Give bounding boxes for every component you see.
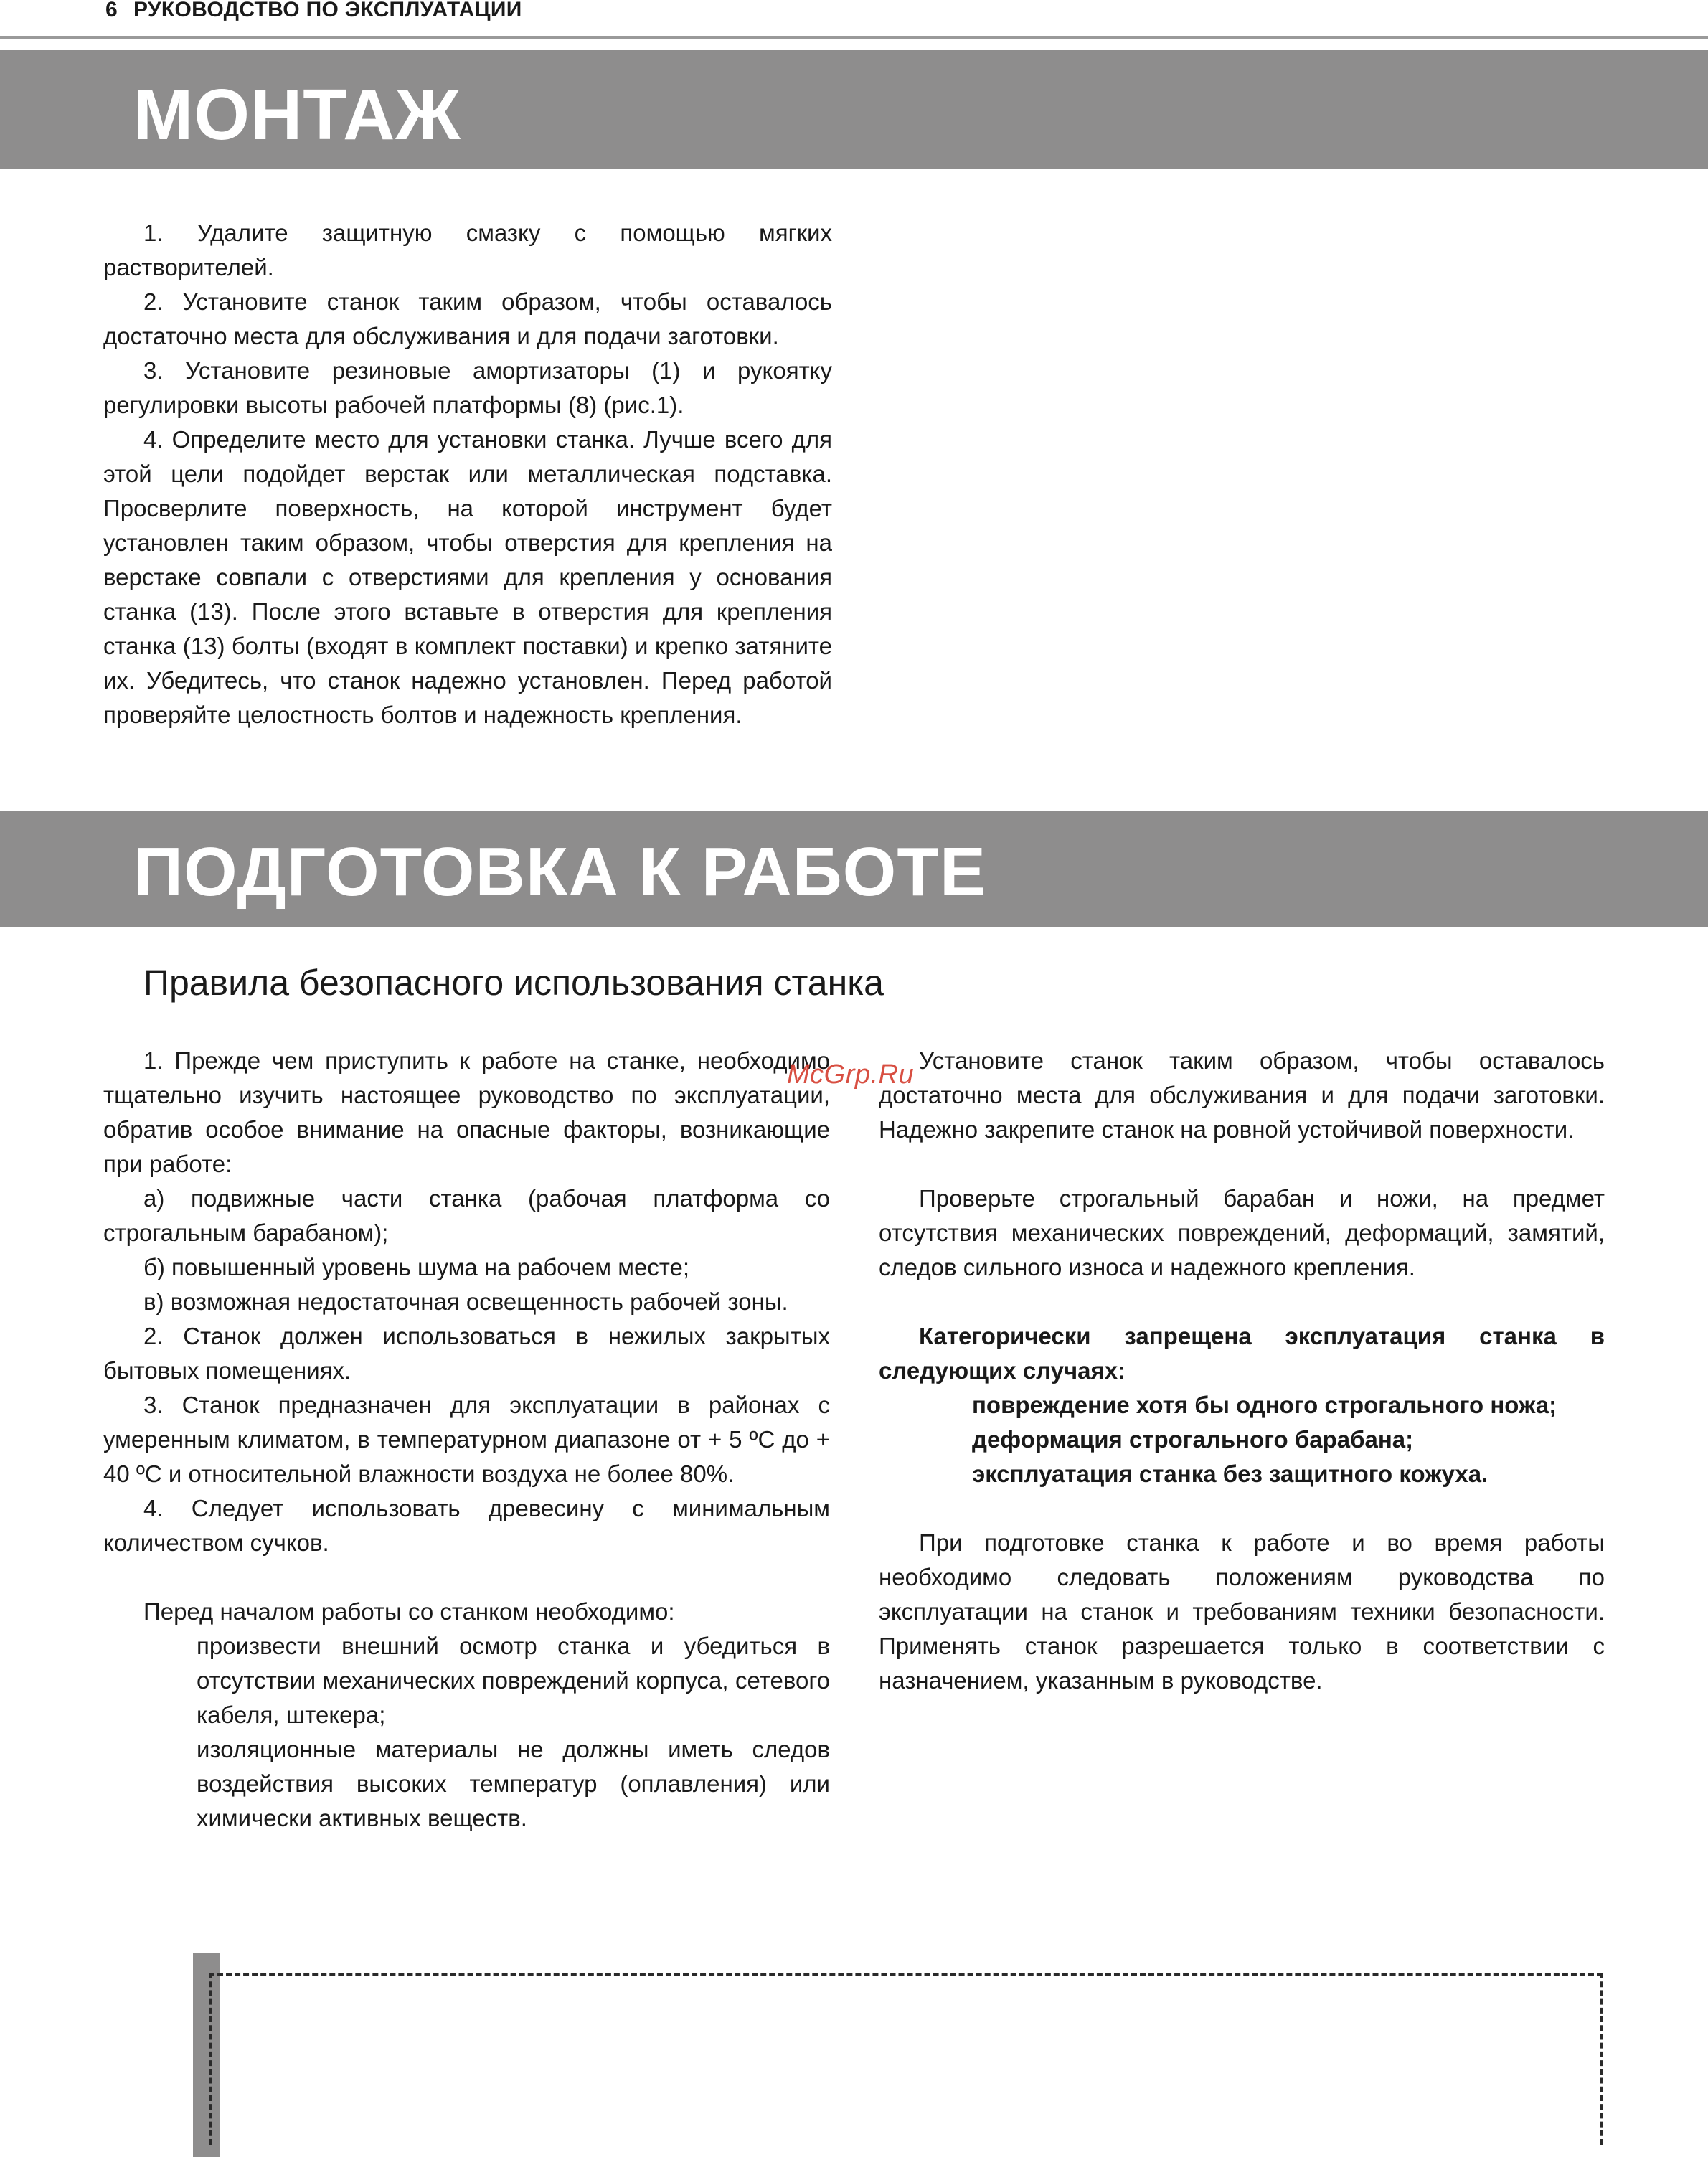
subsection-title: Правила безопасного использования станка	[143, 963, 884, 1003]
montazh-paragraph: 1. Удалите защитную смазку с помощью мягких растворителей.	[103, 220, 832, 280]
before-work-item: произвести внешний осмотр станка и убедиться в отсутствии механических повреждений корпуса, сетевого кабеля, штекера;	[197, 1633, 830, 1728]
rule-paragraph: 4. Следует использовать древесину с минимальным количеством сучков.	[103, 1495, 830, 1556]
prohibited-block	[879, 1319, 1605, 1491]
manual-title: РУКОВОДСТВО ПО ЭКСПЛУАТАЦИИ	[133, 0, 522, 22]
montazh-text	[103, 216, 832, 732]
rule-paragraph: в) возможная недостаточная освещенность рабочей зоны.	[143, 1288, 788, 1315]
rule-paragraph: а) подвижные части станка (рабочая платформа со строгальным барабаном);	[103, 1185, 830, 1246]
watermark: McGrp.Ru	[787, 1059, 915, 1090]
before-work-item: изоляционные материалы не должны иметь следов воздействия высоких температур (оплавления) или химически активных веществ.	[197, 1736, 830, 1831]
page-number: 6	[105, 0, 118, 22]
right-column	[879, 1044, 1605, 1698]
safety-paragraph: При подготовке станка к работе и во время работы необходимо следовать положениям руководства по эксплуатации на станок и требованиям техники безопасности. Применять станок разрешается только в соответствии с назначением, указанным в руководстве.	[879, 1529, 1605, 1694]
prohibited-item: эксплуатация станка без защитного кожуха.	[972, 1460, 1488, 1487]
prohibited-intro: Категорически запрещена эксплуатация станка в следующих случаях:	[879, 1323, 1605, 1384]
rule-paragraph: 3. Станок предназначен для эксплуатации в районах с умеренным климатом, в температурном диапазоне от + 5 ºС до + 40 ºС и относительной влажности воздуха не более 80%.	[103, 1392, 830, 1487]
rule-paragraph: 1. Прежде чем приступить к работе на станке, необходимо тщательно изучить настоящее руководство по эксплуатации, обратив особое внимание на опасные факторы, возникающие при работе:	[103, 1047, 830, 1177]
section-banner-montazh	[0, 50, 1708, 169]
montazh-paragraph: 2. Установите станок таким образом, чтобы оставалось достаточно места для обслуживания и для подачи заготовки.	[103, 288, 832, 349]
notice-dashed-box	[209, 1973, 1603, 2145]
rule-paragraph: 2. Станок должен использоваться в нежилых закрытых бытовых помещениях.	[103, 1323, 830, 1384]
running-header	[105, 0, 522, 23]
prohibited-item: повреждение хотя бы одного строгального ножа;	[972, 1392, 1557, 1418]
section-title-podgotovka: ПОДГОТОВКА К РАБОТЕ	[133, 834, 986, 910]
header-rule	[0, 36, 1708, 39]
install-paragraph: Установите станок таким образом, чтобы оставалось достаточно места для обслуживания и для подачи заготовки. Надежно закрепите станок на ровной устойчивой поверхности.	[879, 1047, 1605, 1143]
rule-paragraph: б) повышенный уровень шума на рабочем месте;	[143, 1254, 690, 1280]
prohibited-item: деформация строгального барабана;	[972, 1426, 1414, 1453]
montazh-paragraph: 4. Определите место для установки станка. Лучше всего для этой цели подойдет верстак или металлическая подставка. Просверлите поверхность, на которой инструмент будет установлен таким образом, чтобы отверстия для крепления на верстаке совпали с отверстиями для крепления у основания станка (13). После этого вставьте в отверстия для крепления станка (13) болты (входят в комплект поставки) и крепко затяните их. Убедитесь, что станок надежно установлен. Перед работой проверяйте целостность болтов и надежность крепления.	[103, 426, 832, 728]
left-column	[103, 1044, 830, 1836]
section-banner-podgotovka	[0, 811, 1708, 927]
before-work-intro: Перед началом работы со станком необходимо:	[143, 1598, 675, 1625]
section-title-montazh: МОНТАЖ	[133, 75, 461, 155]
montazh-paragraph: 3. Установите резиновые амортизаторы (1) и рукоятку регулировки высоты рабочей платформы (8) (рис.1).	[103, 357, 832, 418]
check-paragraph: Проверьте строгальный барабан и ножи, на предмет отсутствия механических повреждений, деформаций, замятий, следов сильного износа и надежного крепления.	[879, 1185, 1605, 1280]
